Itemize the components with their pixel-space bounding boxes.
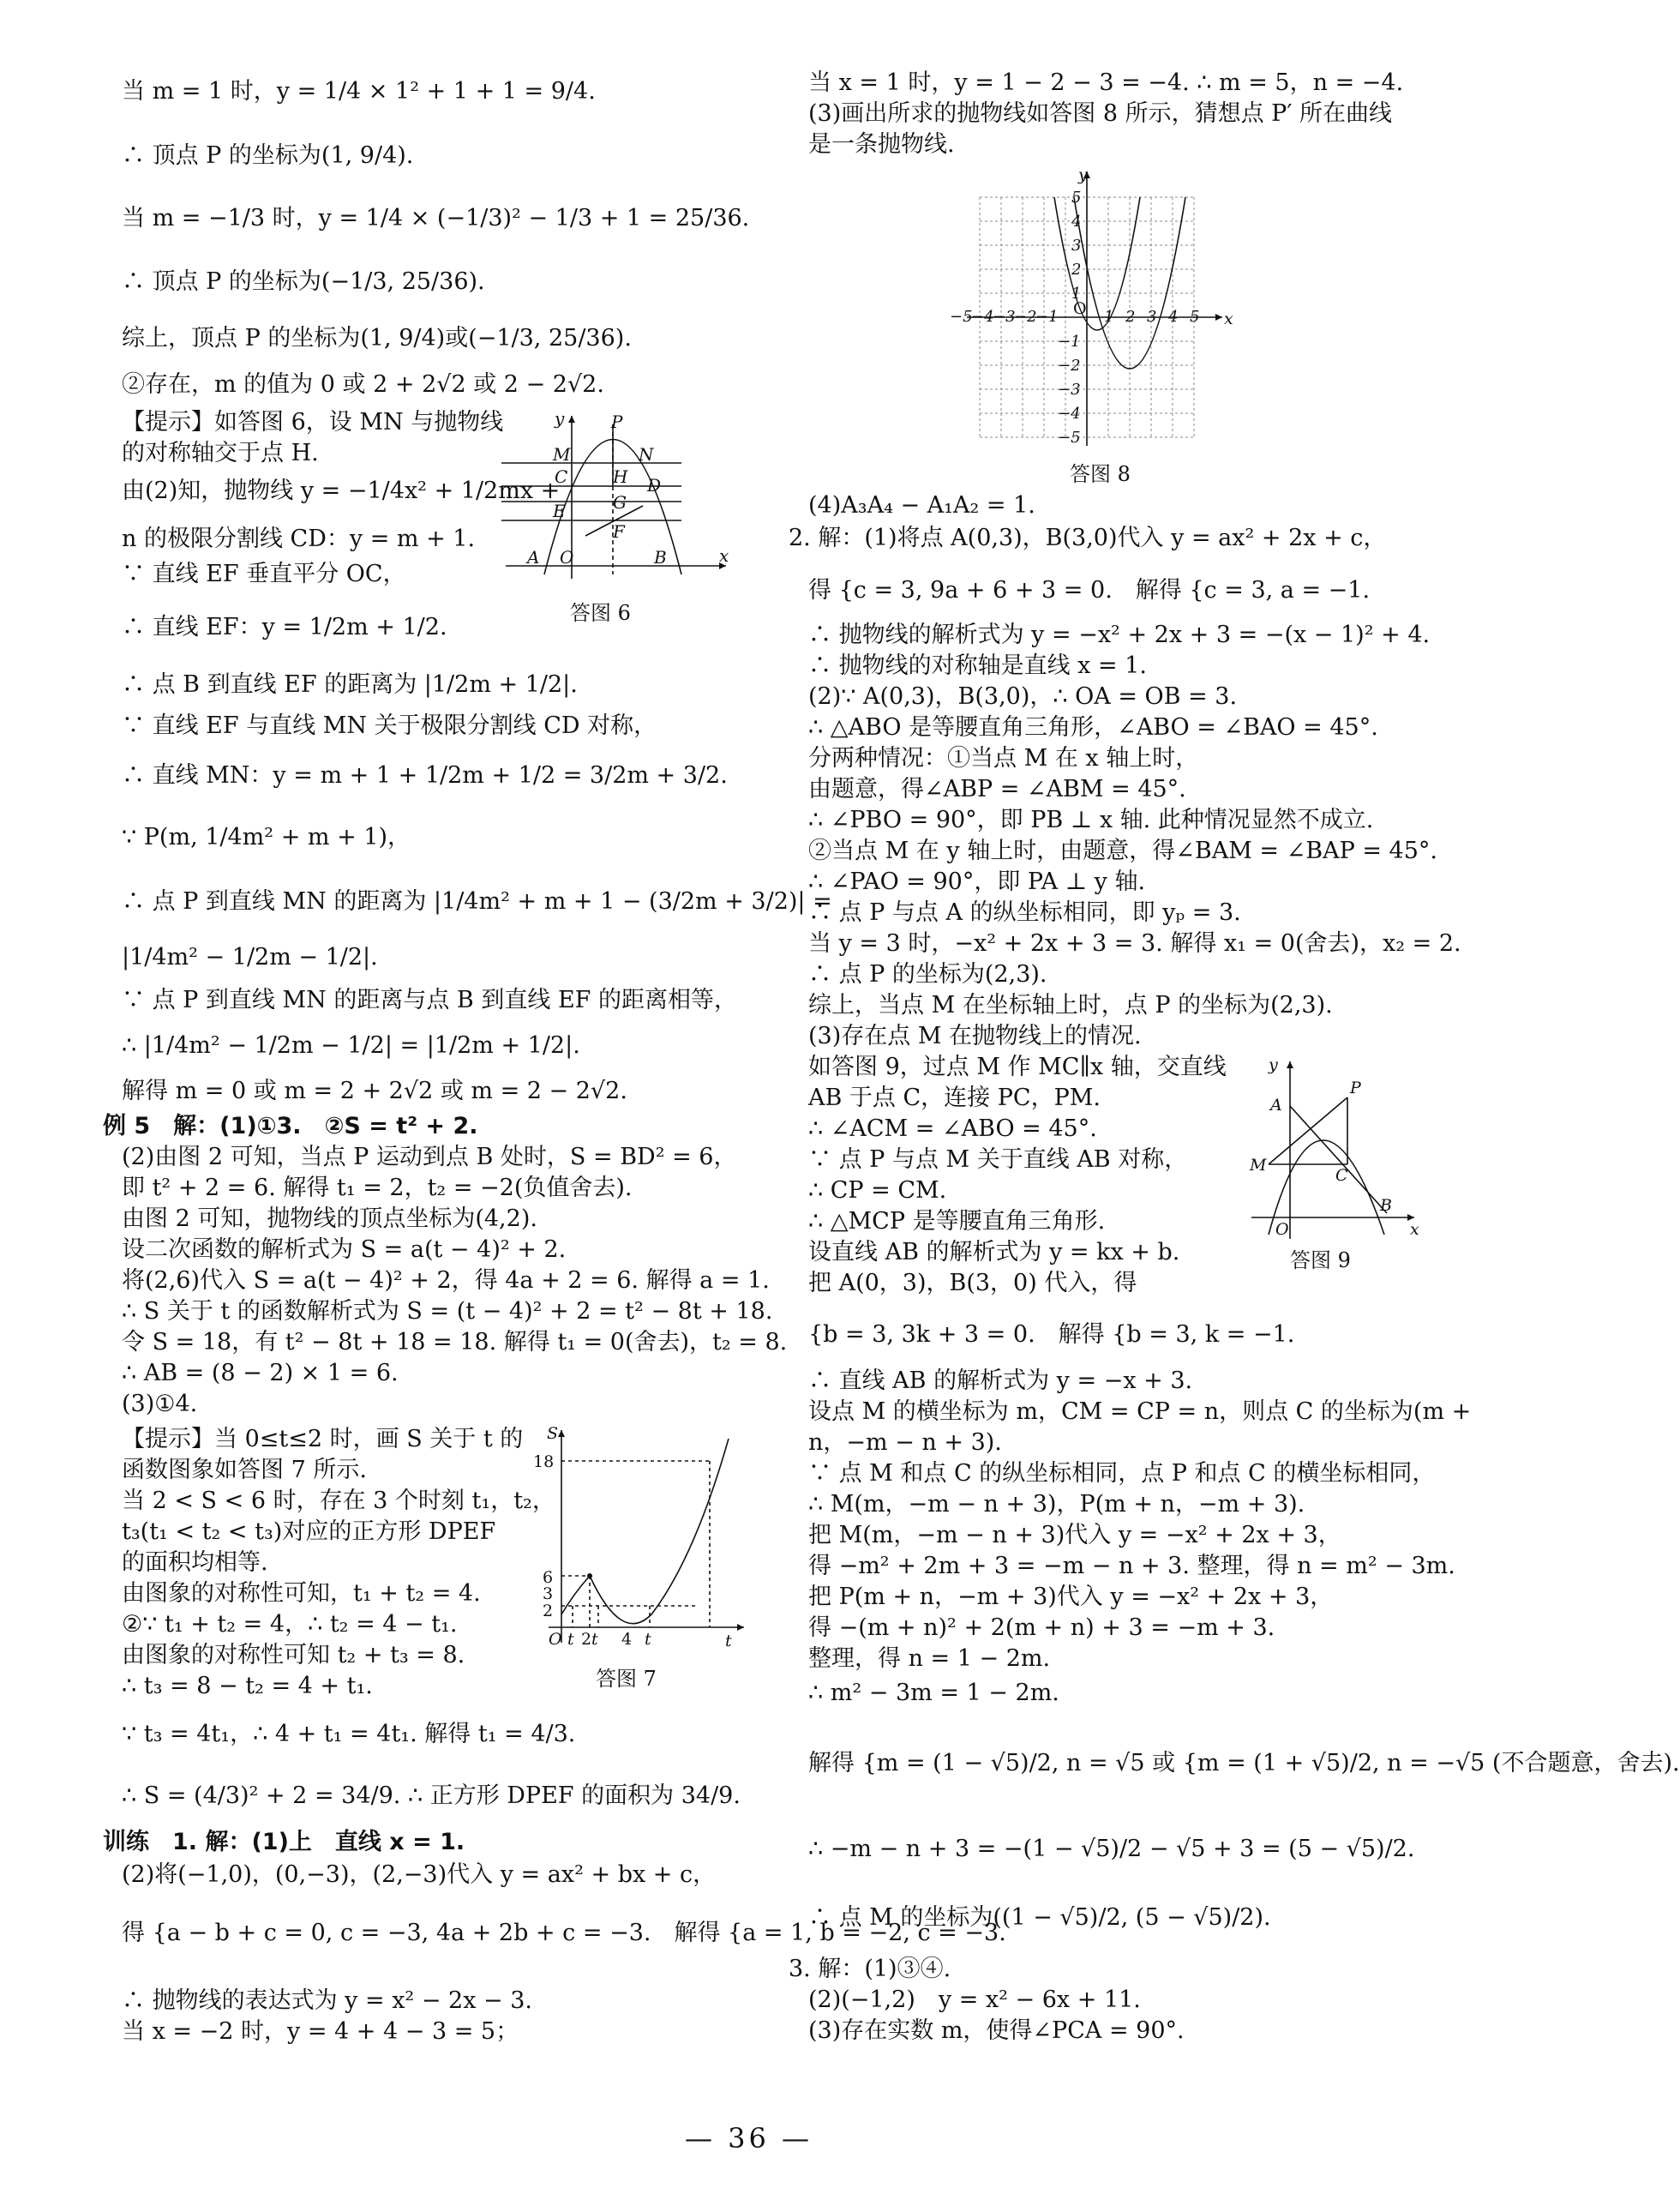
svg-text:P: P xyxy=(611,412,623,432)
text-line: (3)画出所求的抛物线如答图 8 所示，猜想点 P′ 所在曲线 xyxy=(808,100,1393,127)
text-line: ∵ P(m, 1/4m² + m + 1)， xyxy=(122,824,411,851)
figure-6-diagram xyxy=(501,407,737,587)
text-line: ②当点 M 在 y 轴上时，由题意，得∠BAM = ∠BAP = 45°. xyxy=(808,838,1437,864)
svg-text:t: t xyxy=(645,1630,651,1649)
text-line: ∴ 直线 EF：y = 1/2m + 1/2. xyxy=(122,614,447,640)
figure-9-caption: 答图 9 xyxy=(1290,1248,1351,1272)
figure-7-graph xyxy=(514,1422,750,1650)
svg-text:y: y xyxy=(1269,1055,1278,1074)
svg-text:O: O xyxy=(1073,299,1087,318)
text-line: (2)将(−1,0)，(0,−3)，(2,−3)代入 y = ax² + bx + c， xyxy=(122,1861,717,1888)
text-line: 综上，顶点 P 的坐标为(1, 9/4)或(−1/3, 25/36). xyxy=(122,325,632,352)
svg-text:4: 4 xyxy=(621,1630,633,1649)
text-line: ∴ AB = (8 − 2) × 1 = 6. xyxy=(122,1360,399,1386)
svg-text:−5: −5 xyxy=(1058,429,1081,447)
svg-text:5: 5 xyxy=(1071,189,1082,207)
figure-8-caption: 答图 8 xyxy=(1070,462,1131,486)
text-line: (3)存在实数 m，使得∠PCA = 90°. xyxy=(808,2017,1185,2044)
text-line: ∴ 直线 MN：y = m + 1 + 1/2m + 1/2 = 3/2m + 3/2. xyxy=(122,762,728,789)
text-line: 把 A(0，3)，B(3，0) 代入，得 xyxy=(808,1270,1137,1296)
text-line: (2)由图 2 可知，当点 P 运动到点 B 处时，S = BD² = 6， xyxy=(122,1144,737,1170)
svg-text:−1: −1 xyxy=(1058,333,1081,351)
svg-text:4: 4 xyxy=(1071,213,1082,231)
svg-text:C: C xyxy=(1335,1166,1348,1185)
text-line: ∴ 顶点 P 的坐标为(−1/3, 25/36). xyxy=(122,268,485,295)
svg-text:6: 6 xyxy=(543,1568,554,1587)
svg-text:−3: −3 xyxy=(1058,381,1081,399)
text-line: ∴ |1/4m² − 1/2m − 1/2| = |1/2m + 1/2|. xyxy=(122,1032,580,1059)
text-line: ∴ M(m，−m − n + 3)，P(m + n，−m + 3). xyxy=(808,1491,1305,1518)
text-line: 得 {c = 3, 9a + 6 + 3 = 0. 解得 {c = 3, a = −1. xyxy=(808,577,1371,604)
text-line: (4)A₃A₄ − A₁A₂ = 1. xyxy=(808,492,1035,519)
text-line: 由图象的对称性可知 t₂ + t₃ = 8. xyxy=(122,1642,465,1668)
figure-7-caption: 答图 7 xyxy=(596,1667,657,1691)
text-line: 设二次函数的解析式为 S = a(t − 4)² + 2. xyxy=(122,1236,567,1263)
svg-text:y: y xyxy=(1078,165,1088,184)
text-line: n，−m − n + 3). xyxy=(808,1429,1002,1456)
svg-text:4: 4 xyxy=(1168,308,1179,326)
figure-6-caption: 答图 6 xyxy=(570,601,631,625)
text-line: 将(2,6)代入 S = a(t − 4)² + 2，得 4a + 2 = 6. 解得 a = 1. xyxy=(122,1267,770,1294)
svg-text:G: G xyxy=(613,492,627,513)
text-line: ∴ 点 P 与点 A 的纵坐标相同，即 yₚ = 3. xyxy=(808,899,1241,926)
svg-text:M: M xyxy=(1250,1156,1267,1175)
svg-text:−2: −2 xyxy=(1058,357,1081,375)
text-line: 当 y = 3 时，−x² + 2x + 3 = 3. 解得 x₁ = 0(舍去)，x₂ = 2. xyxy=(808,930,1461,957)
text-line: (2)(−1,2) y = x² − 6x + 11. xyxy=(808,1987,1141,2013)
figure-8-graph xyxy=(950,163,1241,450)
text-line: ∴ 抛物线的对称轴是直线 x = 1. xyxy=(808,652,1147,679)
svg-text:3: 3 xyxy=(543,1584,554,1603)
svg-text:y: y xyxy=(555,408,565,429)
text-line: 把 P(m + n，−m + 3)代入 y = −x² + 2x + 3， xyxy=(808,1584,1334,1610)
text-line: 当 m = 1 时，y = 1/4 × 1² + 1 + 1 = 9/4. xyxy=(122,78,596,105)
text-line: ∴ ∠PAO = 90°，即 PA ⊥ y 轴. xyxy=(808,869,1146,895)
svg-text:M: M xyxy=(553,444,571,465)
text-line: ∴ 点 P 的坐标为(2,3). xyxy=(808,961,1047,988)
svg-text:F: F xyxy=(613,521,625,542)
text-line: ∵ 直线 EF 与直线 MN 关于极限分割线 CD 对称， xyxy=(122,712,657,739)
svg-text:t: t xyxy=(567,1630,574,1649)
text-line: 整理，得 n = 1 − 2m. xyxy=(808,1645,1051,1672)
text-line: 把 M(m，−m − n + 3)代入 y = −x² + 2x + 3， xyxy=(808,1522,1341,1548)
svg-text:x: x xyxy=(1224,310,1233,328)
text-line: (3)①4. xyxy=(122,1391,198,1417)
svg-text:H: H xyxy=(613,466,628,487)
svg-text:−4: −4 xyxy=(971,308,994,326)
figure-9-diagram xyxy=(1243,1055,1423,1243)
text-line: 当 x = −2 时，y = 4 + 4 − 3 = 5； xyxy=(122,2018,519,2045)
text-line: 是一条抛物线. xyxy=(808,131,955,158)
text-line: 由图象的对称性可知，t₁ + t₂ = 4. xyxy=(122,1580,481,1607)
svg-text:2: 2 xyxy=(581,1630,592,1649)
svg-text:O: O xyxy=(549,1630,562,1649)
svg-text:18: 18 xyxy=(533,1452,555,1471)
text-line: 的对称轴交于点 H. xyxy=(122,440,319,466)
text-line: 3. 解：(1)③④. xyxy=(789,1956,951,1982)
svg-text:5: 5 xyxy=(1190,308,1200,326)
svg-text:A: A xyxy=(527,547,540,568)
text-line: 函数图象如答图 7 所示. xyxy=(122,1457,367,1483)
svg-text:t: t xyxy=(725,1632,732,1650)
svg-text:−4: −4 xyxy=(1058,405,1081,423)
text-line: ∵ 直线 EF 垂直平分 OC， xyxy=(122,561,406,587)
text-line: 解得 m = 0 或 m = 2 + 2√2 或 m = 2 − 2√2. xyxy=(122,1078,627,1104)
text-line: 【提示】当 0≤t≤2 时，画 S 关于 t 的 xyxy=(122,1426,524,1452)
text-line: 即 t² + 2 = 6. 解得 t₁ = 2，t₂ = −2(负值舍去). xyxy=(122,1175,633,1201)
svg-text:1: 1 xyxy=(1071,285,1082,303)
text-line: ∴ ∠ACM = ∠ABO = 45°. xyxy=(808,1115,1097,1142)
example-label: 例 5 解：(1)①3. ②S = t² + 2. xyxy=(103,1113,478,1139)
text-line: AB 于点 C，连接 PC，PM. xyxy=(808,1085,1101,1111)
svg-text:N: N xyxy=(639,444,654,465)
text-line: 综上，当点 M 在坐标轴上时，点 P 的坐标为(2,3). xyxy=(808,992,1333,1019)
text-line: 由图 2 可知，抛物线的顶点坐标为(4,2). xyxy=(122,1205,537,1232)
text-line: (3)存在点 M 在抛物线上的情况. xyxy=(808,1023,1142,1049)
text-line: ∴ 顶点 P 的坐标为(1, 9/4). xyxy=(122,142,414,169)
text-line: ∴ 抛物线的表达式为 y = x² − 2x − 3. xyxy=(122,1987,532,2014)
svg-text:B: B xyxy=(654,547,667,568)
svg-text:C: C xyxy=(555,466,568,487)
text-line: ∴ 点 M 的坐标为((1 − √5)/2, (5 − √5)/2). xyxy=(808,1904,1271,1931)
svg-text:x: x xyxy=(1410,1220,1419,1239)
svg-text:O: O xyxy=(560,547,574,568)
text-line: ∵ 点 P 与点 M 关于直线 AB 对称， xyxy=(808,1146,1188,1173)
text-line: t₃(t₁ < t₂ < t₃)对应的正方形 DPEF xyxy=(122,1518,496,1545)
text-line: ∴ 直线 AB 的解析式为 y = −x + 3. xyxy=(808,1367,1193,1394)
text-line: 如答图 9，过点 M 作 MC∥x 轴，交直线 xyxy=(808,1054,1227,1080)
svg-text:A: A xyxy=(1270,1096,1282,1115)
text-line: 当 m = −1/3 时，y = 1/4 × (−1/3)² − 1/3 + 1 = 25/36. xyxy=(122,205,750,231)
text-line: ∵ 点 M 和点 C 的纵坐标相同，点 P 和点 C 的横坐标相同， xyxy=(808,1460,1436,1487)
text-line: ∴ △ABO 是等腰直角三角形，∠ABO = ∠BAO = 45°. xyxy=(808,714,1378,741)
svg-text:t: t xyxy=(591,1630,598,1649)
text-line: 的面积均相等. xyxy=(122,1549,268,1576)
text-line: {b = 3, 3k + 3 = 0. 解得 {b = 3, k = −1. xyxy=(808,1321,1295,1348)
text-line: (2)∵ A(0,3)，B(3,0)，∴ OA = OB = 3. xyxy=(808,683,1238,710)
svg-text:O: O xyxy=(1275,1220,1289,1239)
text-line: 【提示】如答图 6，设 MN 与抛物线 xyxy=(122,409,504,436)
text-line: 令 S = 18，有 t² − 8t + 18 = 18. 解得 t₁ = 0(舍去)，t₂ = 8. xyxy=(122,1329,788,1355)
text-line: ∴ 抛物线的解析式为 y = −x² + 2x + 3 = −(x − 1)² + 4. xyxy=(808,622,1431,648)
text-line: 由(2)知，抛物线 y = −1/4x² + 1/2mx + xyxy=(122,478,561,504)
svg-text:D: D xyxy=(647,475,662,496)
text-line: 当 x = 1 时，y = 1 − 2 − 3 = −4. ∴ m = 5，n = −4. xyxy=(808,69,1404,96)
svg-text:−2: −2 xyxy=(1014,308,1037,326)
text-line: 当 2 < S < 6 时，存在 3 个时刻 t₁，t₂， xyxy=(122,1488,555,1514)
svg-text:−3: −3 xyxy=(993,308,1016,326)
text-line: ∴ −m − n + 3 = −(1 − √5)/2 − √5 + 3 = (5 − √5)/2. xyxy=(808,1836,1415,1862)
text-line: ∴ m² − 3m = 1 − 2m. xyxy=(808,1680,1059,1706)
text-line: 得 {a − b + c = 0, c = −3, 4a + 2b + c = −3. 解得 {a = 1, b = −2, c = −3. xyxy=(122,1920,1006,1946)
text-line: ∴ t₃ = 8 − t₂ = 4 + t₁. xyxy=(122,1673,373,1699)
text-line: ∴ ∠PBO = 90°，即 PB ⊥ x 轴. 此种情况显然不成立. xyxy=(808,807,1374,833)
svg-text:x: x xyxy=(719,545,729,566)
text-line: ∴ CP = CM. xyxy=(808,1177,947,1204)
svg-text:P: P xyxy=(1350,1079,1361,1097)
text-line: ∴ S = (4/3)² + 2 = 34/9. ∴ 正方形 DPEF 的面积为 34/9. xyxy=(122,1782,741,1809)
svg-text:2: 2 xyxy=(543,1602,554,1620)
text-line: ∵ 点 P 到直线 MN 的距离与点 B 到直线 EF 的距离相等， xyxy=(122,987,737,1013)
svg-text:−1: −1 xyxy=(1035,308,1059,326)
text-line: 设直线 AB 的解析式为 y = kx + b. xyxy=(808,1239,1180,1265)
svg-text:−5: −5 xyxy=(950,308,973,326)
text-line: ②∵ t₁ + t₂ = 4，∴ t₂ = 4 − t₁. xyxy=(122,1611,458,1638)
svg-text:E: E xyxy=(553,501,566,521)
training-label: 训练 1. 解：(1)上 直线 x = 1. xyxy=(103,1829,465,1855)
text-line: ∵ t₃ = 4t₁，∴ 4 + t₁ = 4t₁. 解得 t₁ = 4/3. xyxy=(122,1721,576,1747)
svg-text:3: 3 xyxy=(1071,237,1082,255)
text-line: ∴ 点 B 到直线 EF 的距离为 |1/2m + 1/2|. xyxy=(122,671,578,698)
svg-text:S: S xyxy=(547,1424,559,1443)
text-line: 得 −m² + 2m + 3 = −m − n + 3. 整理，得 n = m² − 3m. xyxy=(808,1553,1455,1579)
page-number: — 36 — xyxy=(684,2122,813,2155)
svg-text:2: 2 xyxy=(1071,261,1082,279)
text-line: ∴ △MCP 是等腰直角三角形. xyxy=(808,1208,1106,1235)
text-line: 由题意，得∠ABP = ∠ABM = 45°. xyxy=(808,776,1186,802)
text-line: |1/4m² − 1/2m − 1/2|. xyxy=(122,944,378,971)
text-line: 解得 {m = (1 − √5)/2, n = √5 或 {m = (1 + √5)/2, n = −√5 (不合题意，舍去). xyxy=(808,1750,1680,1776)
svg-text:1: 1 xyxy=(1104,308,1114,326)
text-line: n 的极限分割线 CD：y = m + 1. xyxy=(122,526,476,552)
svg-text:3: 3 xyxy=(1147,308,1157,326)
text-line: ∴ 点 P 到直线 MN 的距离为 |1/4m² + m + 1 − (3/2m + 3/2)| = xyxy=(122,888,832,915)
text-line: ②存在，m 的值为 0 或 2 + 2√2 或 2 − 2√2. xyxy=(122,371,604,398)
text-line: 得 −(m + n)² + 2(m + n) + 3 = −m + 3. xyxy=(808,1614,1275,1641)
svg-text:2: 2 xyxy=(1125,308,1136,326)
text-line: ∴ S 关于 t 的函数解析式为 S = (t − 4)² + 2 = t² − 8t + 18. xyxy=(122,1298,773,1325)
svg-text:B: B xyxy=(1380,1196,1392,1215)
text-line: 分两种情况：①当点 M 在 x 轴上时， xyxy=(808,745,1199,772)
text-line: 设点 M 的横坐标为 m，CM = CP = n，则点 C 的坐标为(m + xyxy=(808,1398,1472,1425)
text-line: 2. 解：(1)将点 A(0,3)，B(3,0)代入 y = ax² + 2x + c， xyxy=(789,525,1387,551)
